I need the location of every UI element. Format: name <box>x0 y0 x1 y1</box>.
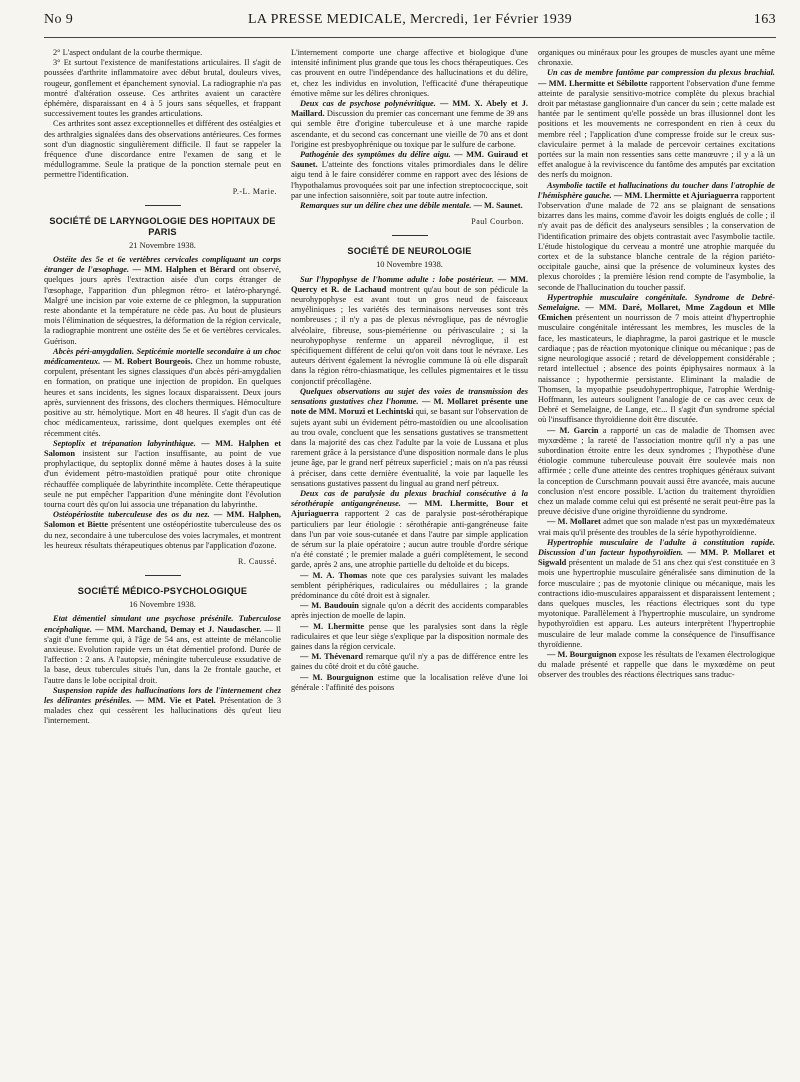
article-text: insistent sur l'action insuffisante, au point de vue prophylactique, du septoplix donné même à hautes doses à la suite d'un évidement pétro-mastoïdien pratiqué pour otite chronique réchauffée compliquée de labyrinthite incomplète. Cette thérapeutique seule ne put empêcher l'apparition d'une méningite dont l'évolution tourna court dès qu'on lui associa une trépanation du labyrinthe. <box>44 448 281 509</box>
article-authors: — MM. Quercy et R. de Lachaud <box>291 274 528 294</box>
article-authors: — MM. Halphen et Bérard <box>132 265 236 275</box>
article-title: Septoplix et trépanation labyrinthique. <box>53 438 196 448</box>
discussion-text: signale qu'on a décrit des accidents comparables après injection de moelle de lapin. <box>291 601 528 621</box>
section-heading: SOCIÉTÉ MÉDICO-PSYCHOLOGIQUE <box>77 586 248 597</box>
article-text: qui, se basant sur l'observation de sujets ayant subi un évidement pétro-mastoïdien ou une alcoolisation au trou ovale, concluent que les sensations gustatives se transmettent dans la majorité des cas chez l'adulte par la voie de Lussana et plus rarement grâce à la persistance d'une disposition normale dans le plus jeune âge, par le grand nerf pétreux superficiel ; mais on n'a pas réussi à préciser, dans cette dernière éventualité, la voie par laquelle les sensations gustatives passent du lingual au grand nerf pétreux. <box>291 407 528 488</box>
discussant: — M. Bourguignon <box>300 672 374 682</box>
article-text: présentent un malade de 51 ans chez qui s'est constituée en 3 mois une hypertrophie musculaire généralisée sans diminution de la force musculaire ; pas de myotonie clinique ou mécanique, mais les contractions idio-musculaires apparaissent et disparaissent lentement ; dans quelques muscles, les réactions électriques sont du type myotonique. Parallèlement à l'hypertrophie musculaire, un syndrome hypothyroïdien est apparu. Les auteurs interprètent l'hypertrophie musculaire de leur malade comme la conséquence de l'insuffisance thyroïdienne. <box>538 558 775 649</box>
discussant: — M. Bourguignon <box>547 649 617 659</box>
article <box>291 387 528 489</box>
article-text: ont observé, quelques jours après l'extraction aisée d'un corps étranger de l'œsophage, l'apparition d'un phlegmon rétro- et latéro-pharyngé. Malgré une incision par voie externe de ce phlegmon, la suppuration reste abondante et la température ne cède pas. Au bout de plusieurs mois l'élimination de séquestres, la déformation de la région cervicale, la radiographie montrent une ostéite des 5e et 6e vertèbres cervicales. Guérison. <box>44 265 281 346</box>
article-authors: — MM. Marchand, Demay et J. Naudascher. <box>95 624 262 634</box>
article-title: Etat démentiel simulant une psychose présénile. Tuberculose encéphalique. <box>44 614 281 634</box>
article <box>291 275 528 387</box>
paragraph: 3° Et surtout l'existence de manifestations articulaires. Il s'agit de poussées d'arthrite inflammatoire avec début brutal, douleurs vives, rougeur, gonflement et épanchement synovial. La radiographie n'a pas montré d'altération osseuse. Ces arthrites avaient un caractère éphémère, disparaissant en 4 à 5 jours sans séquelles, et frappant successivement toutes les grandes articulations. <box>44 58 281 119</box>
article-authors: — MM. Halphen, Salomon et Biette <box>44 510 281 530</box>
issue-number: No 9 <box>44 12 74 27</box>
article <box>538 68 775 180</box>
section-heading: SOCIÉTÉ DE LARYNGOLOGIE DES HOPITAUX DE PARIS <box>49 215 276 237</box>
discussion <box>291 622 528 653</box>
article-authors: — M. Robert Bourgeois. <box>103 357 193 367</box>
page-number: 163 <box>753 12 776 27</box>
discussion-text: note que ces paralysies suivant les malades semblent périphériques, radiculaires ou médullaires ; la grande prédominance du côté droit est à signaler. <box>291 570 528 600</box>
divider <box>145 575 181 576</box>
article-title: Deux cas de psychose polynévritique. <box>300 99 436 109</box>
discussion <box>538 517 775 537</box>
article <box>44 510 281 551</box>
article-title: Suspension rapide des hallucinations lors de l'internement chez les délirantes préséniles. <box>44 685 281 705</box>
article-title: Deux cas de paralysie du plexus brachial consécutive à la sérothérapie antigangréneuse. <box>291 488 528 509</box>
article-authors: — M. Saunet. <box>473 201 523 211</box>
article-title: Asymbolie tactile et hallucinations du toucher dans l'atrophie de l'hémisphère gauche. <box>538 180 775 200</box>
paragraph: 2° L'aspect ondulant de la courbe thermique. <box>53 48 203 57</box>
signature: R. Caussé. <box>238 556 277 566</box>
discussant: — M. Garcin <box>547 425 599 435</box>
article <box>291 201 528 211</box>
paragraph: L'internement comporte une charge affective et biologique d'une intensité infiniment plus grande que tous les chocs thérapeutiques. Ces cas prouvent en outre l'indépendance des hallucinations et du délire, et, chez les individus en involution, l'efficacité d'une thérapeutique émotive même sur les délires chroniques. <box>291 48 528 98</box>
article-text: présentent un nourrisson de 7 mois atteint d'hypertrophie musculaire congénitale intéressant les membres, les muscles de la face, les masticateurs, le diaphragme, la paroi gastrique et le muscle cardiaque ; pas de réaction myotonique clinique ou mécanique ; pas de signe neurologique associé ; retard de développement considérable ; retard intellectuel ; absence des points épiphysaires normaux à la naissance ; hypothermie persistante. Eliminant la maladie de Thomsen, la myopathie pseudohypertrophique, l'atrophie Werdnig-Hoffmann, les auteurs soulignent l'analogie de ce cas avec ceux de Debré et Semelaigne, de Lange, etc... Il s'agit d'un syndrome spécial où l'insuffisance thyroïdienne doit être discutée. <box>538 313 775 425</box>
session-date: 16 Novembre 1938. <box>129 600 196 610</box>
article-authors: — MM. P. Mollaret et Sigwald <box>538 547 775 568</box>
discussant: — M. Baudouin <box>300 601 359 611</box>
discussant: — M. Thévenard <box>300 652 364 662</box>
article-title: Ostéopériostite tuberculeuse des os du nez. <box>53 510 210 520</box>
discussant: — M. Lhermitte <box>300 621 365 631</box>
article-authors: — MM. Halphen et Salomon <box>44 438 281 458</box>
article-authors: — M. Mollaret présente une note de MM. Moruzi et Lechintski <box>291 397 528 417</box>
divider <box>145 205 181 206</box>
discussion <box>291 601 528 621</box>
article <box>538 181 775 293</box>
discussion <box>538 426 775 518</box>
signature: Paul Courbon. <box>471 217 524 227</box>
article <box>44 614 281 685</box>
article <box>291 489 528 571</box>
article-authors: — MM. Daré, Mollaret, Mme Zagdoun et Mlle Œmichen <box>538 303 775 323</box>
discussion-text: expose les résultats de l'examen électrologique du malade présenté et rappelle que dans le myxœdème on peut observer des troubles des réactions électriques sans traduc- <box>538 649 775 680</box>
article-text: rapportent l'observation d'une malade de 72 ans se plaignant de sensations bizarres dans les mains, comme d'avoir les doigts englués de colle ; il n'y avait pas de déficit des analyseurs sensibles ; la conservation de l'identification primaire des objets contrastait avec l'asymbolie tactile. L'étude histologique du cerveau a montré une atrophie marquée du cortex et de la substance blanche centrale de la région pariéto-occipitale gauche, ainsi que la présence de volumineux kystes des plexus choroïdes ; la première lésion rend compte de l'asymbolie, la seconde de l'hallucination du toucher passif. <box>538 190 775 292</box>
discussion <box>291 571 528 602</box>
article-text: rapportent l'observation d'une femme atteinte de paralysie sensitivo-motrice complète du plexus brachial droit par métastase ganglionnaire d'un cancer du sein ; cette malade est hantée par le sentiment qu'elle possède un bras illusionnel dont les positions et les mouvements ne correspondent en rien à ceux du membre réel ; l'application d'une compresse froide sur le creux sus-claviculaire permet à la malade de percevoir certaines excitations portées sur la main non ressenties sans cette manœuvre ; il y a là un effet analogue à la reviviscence du fantôme des amputés par excitation des nerfs du moignon. <box>538 78 775 180</box>
article-title: Sur l'hypophyse de l'homme adulte : lobe postérieur. <box>300 274 494 284</box>
article-text: L'atteinte des fonctions vitales primordiales dans le délire aigu tend à le faire considérer comme en rapport avec des lésions de l'hypothalamus provoquées soit par une infection streptococcique, soit par une infection saisonnière, soit par toute autre infection. <box>291 160 528 200</box>
article-text: Discussion du premier cas concernant une femme de 39 ans qui semble être d'origine tuberculeuse et à une marche rapide ascendante, et du second cas concernant une vieille de 70 ans et dont l'origine est presbyophrénique ou toxique par le sulfure de carbone. <box>291 109 528 149</box>
article <box>291 150 528 201</box>
discussion <box>538 650 775 681</box>
section-heading: SOCIÉTÉ DE NEUROLOGIE <box>347 246 472 257</box>
column-2 <box>291 48 528 1068</box>
article-title: Un cas de membre fantôme par compression du plexus brachial. <box>547 68 775 78</box>
session-date: 10 Novembre 1938. <box>376 260 443 270</box>
article-text: présentent une ostéopériostite tuberculeuse des os du nez, secondaire à une tuberculose des voies lacrymales, et montrent les heureux résultats thérapeutiques obtenus par l'application d'ozone. <box>44 520 281 550</box>
column-3 <box>538 48 775 1068</box>
article-title: Remarques sur un délire chez une débile mentale. <box>300 201 472 211</box>
article-text: — Il s'agit d'une femme qui, à l'âge de 54 ans, est atteinte de mélancolie anxieuse. Evolution rapide vers un état démentiel profond. Durée de l'affection : 2 ans. A l'autopsie, méningite tuberculeuse exsudative de la base, deux tubercules situés l'un, dans la 2e frontale gauche, et l'autre dans le lobe occipital droit. <box>44 624 281 685</box>
article-text: Présentation de 3 malades chez qui cessèrent les hallucinations dès qu'eut lieu l'internement. <box>44 695 281 726</box>
article-title: Abcès péri-amygdalien. Septicémie mortelle secondaire à un choc médicamenteux. <box>44 346 281 367</box>
article-authors: — MM. Lhermitte, Bour et Ajuriaguerra <box>291 499 528 519</box>
article-authors: — MM. Guiraud et Saunet. <box>291 150 528 170</box>
article-text: rapportent 2 cas de paralysie post-sérothérapique particuliers par leur étiologie : sérothérapie anti-gangréneuse faite dans l'un par voie sous-cutanée et dans l'autre par simple application de sérum sur la plaie opératoire ; aucun autre trouble d'ordre sérique n'a été constaté ; le premier malade a guéri complètement, le second garde, après 2 ans, une atrophie partielle du deltoïde et du biceps. <box>291 509 528 570</box>
discussion-text: pense que les paralysies sont dans la règle radiculaires et que leur siège s'explique par la disposition normale des gaines dans la région cervicale. <box>291 621 528 651</box>
article <box>44 686 281 727</box>
discussant: — M. A. Thomas <box>300 570 368 580</box>
article <box>44 255 281 347</box>
article <box>538 293 775 426</box>
article-text: montrent qu'au bout de son pédicule la neurohypophyse est avant tout un gros neud de faisceaux amyéliniques ; les variétés des terminaisons nerveuses sont très nombreuses ; il n'y a pas de plexus névroglique, pas de névroglie alvéolaire, fibreuse, sous-piemérienne ou périvasculaire ; si la neurohypophyse renferme un appareil névroglique, il est spécifiquement différent de celui qu'on voit dans tout le névraxe. Les auteurs dérivent également la névroglie commune là où elle disparaît dans la région rétro-chiasmatique, les cellules pigmentaires et le tissu conjonctif précollagène. <box>291 284 528 386</box>
article-text: Chez un homme robuste, corpulent, présentant les signes classiques d'un abcès péri-amygdalien en formation, on pratique une injection de propidon. En quelques heures et sans incidents, les signes locaux disparaissent. Deux jours après, surviennent des frissons, des clochers thermiques. Hémoculture positive au str. hémolytique. Mort en 48 heures. Il s'agit d'un cas de choc médicamenteux, rarissime, dont quelques exemples ont été récemment cités. <box>44 357 281 438</box>
signature: P.-L. Marie. <box>232 186 277 196</box>
article-title: Hypertrophie musculaire de l'adulte à constitution rapide. Discussion d'un facteur hypothyroïdien. <box>538 537 775 557</box>
article <box>538 538 775 650</box>
paragraph: organiques ou minéraux pour les groupes de muscles ayant une même chronaxie. <box>538 48 775 68</box>
discussion-text: estime que la localisation relève d'une loi générale : l'affinité des poisons <box>291 672 528 692</box>
discussion <box>291 673 528 693</box>
discussion-text: admet que son malade n'est pas un myxœdémateux vrai mais qu'il présente des troubles de la série hypothyroïdienne. <box>538 517 775 537</box>
discussion-text: a rapporté un cas de maladie de Thomsen avec myxœdème ; la rareté de l'association montre qu'il n'y a pas une subordination étroite entre les deux syndromes ; l'hypothèse d'une étiologie commune tuberculeuse pouvait être soulevée mais non affirmée ; celle d'une atteinte des centres trophiques généraux suivant la conception de Curschmann pouvait aussi être avancée, mais aucune conclusion n'est encore possible. L'action du traitement thyroïdien chez un malade comme celui qui est présenté ne serait peut-être pas la preuve décisive d'une origine thyroïdienne du syndrome. <box>538 425 775 517</box>
session-date: 21 Novembre 1938. <box>129 240 196 250</box>
article <box>44 439 281 510</box>
article <box>44 347 281 439</box>
discussion <box>291 652 528 672</box>
article-title: Hypertrophie musculaire congénitale. Syndrome de Debré-Semelaigne. <box>538 292 775 313</box>
article-title: Quelques observations au sujet des voies de transmission des sensations gustatives chez l'homme. <box>291 386 528 407</box>
paragraph: Ces arthrites sont assez exceptionnelles et différent des ostéalgies et des arthralgies signalées dans des observations antérieures. Ces formes sont d'un diagnostic singulièrement difficile. Il faut se rappeler la fréquence d'une discordance entre l'examen de sang et le médullogramme. Seule la pratique de la ponction sternale peut en permettre l'identification. <box>44 119 281 180</box>
article-title: Ostéite des 5e et 6e vertèbres cervicales compliquant un corps étranger de l'œsophage. <box>44 255 281 275</box>
article-authors: — MM. X. Abely et J. Maillard. <box>291 99 528 119</box>
text-columns <box>44 48 776 1068</box>
column-1 <box>44 48 281 1068</box>
discussion-text: remarque qu'il n'y a pas de différence entre les gaines du côté droit et du côté gauche. <box>291 652 528 672</box>
divider <box>392 235 428 236</box>
article-authors: — MM. Lhermitte et Sébilotte <box>538 78 648 88</box>
journal-title: LA PRESSE MEDICALE, Mercredi, 1er Février 1939 <box>247 12 573 27</box>
running-header <box>44 12 776 38</box>
discussant: — M. Mollaret <box>547 517 601 527</box>
article <box>291 99 528 150</box>
article-title: Pathogénie des symptômes du délire aigu. <box>300 150 451 160</box>
article-authors: — MM. Lhermitte et Ajuriaguerra <box>613 190 739 200</box>
article-authors: — MM. Vie et Patel. <box>135 695 216 705</box>
